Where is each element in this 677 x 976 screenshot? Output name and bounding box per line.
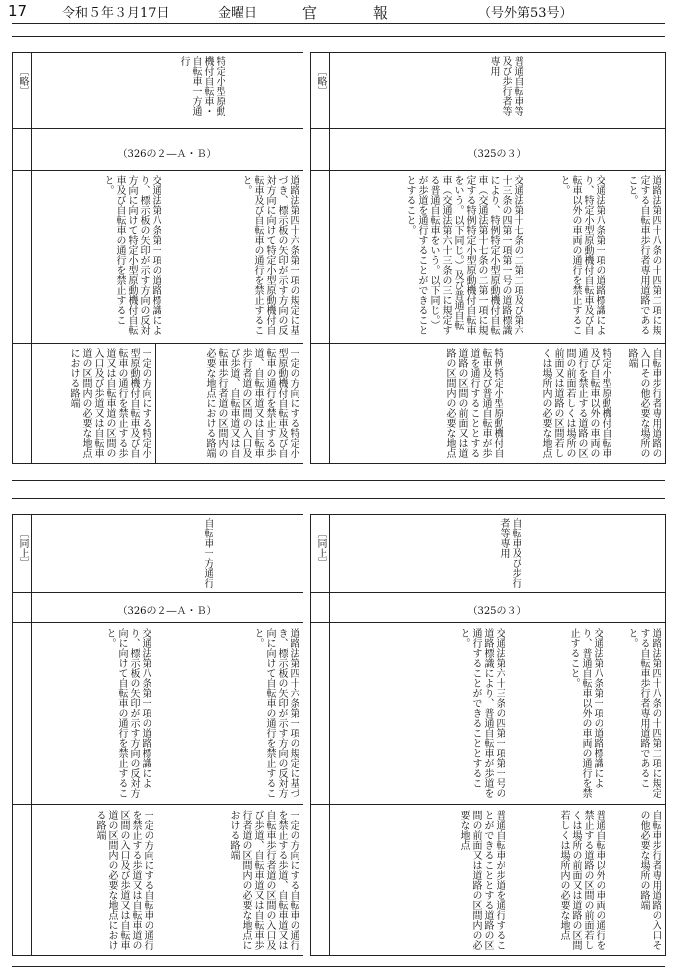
- panel-bottom-left: [12, 514, 303, 956]
- table-block-bottom: [12, 514, 665, 956]
- row-tag: 〔同上〕: [315, 528, 326, 568]
- weekday: 金曜日: [218, 6, 258, 21]
- top-rule: [12, 36, 665, 37]
- sign-code: （326の２―Ａ・Ｂ）: [117, 606, 217, 617]
- issue-date: 令和５年３月17日: [62, 6, 170, 21]
- sign-name: 特定小型原動機付自転車・自転車一方通行: [178, 56, 225, 116]
- bottom-rule: [12, 966, 665, 967]
- legal-desc-3: 交通法第十七条の二第二項及び第六十三条の四第一項第一号の道路標識により、特例特定小型原動機付自転車（交通法第十七条の二第一項に規定する特例特定小型原動機付自転車をいう。以下同じ。）及び普通自転車（交通法第六十三条の三に規定する普通自転車をいう。以下同じ。）が歩道を通行することができることとすること。: [404, 175, 523, 335]
- panel-top-right: [310, 52, 666, 464]
- row-tag: 〔同上〕: [17, 528, 28, 568]
- panel-bottom-right: [310, 514, 666, 956]
- gazette-title-a: 官: [302, 4, 338, 22]
- place-desc-2: 特定小型原動機付自転車及び自転車以外の車両の通行を禁止する道路の区間の前面若しくは場所の前面又は道路の区間若しくは場所内の必要な地点: [540, 348, 611, 458]
- place-desc-2: 普通自転車以外の車両の通行を禁止する道路の区間の前面若しくは場所の前面又は道路の区間若しくは場所内の必要な地点: [558, 810, 605, 950]
- middle-rule-1: [12, 480, 665, 481]
- place-desc-1: 一定の方向にする特定小型原動機付自転車及び自転車の通行を禁止する歩道、自転車道又は自転車歩行者道の区間の入口及び歩道、自転車道又は自転車歩行者道の区間内の必要な地点における路端: [204, 348, 299, 458]
- header-rule: [12, 23, 665, 24]
- legal-desc-1: 道路法第四十八条の十四第二項に規定する自転車歩行者専用道路であること。: [626, 175, 661, 335]
- gazette-title-b: 報: [373, 4, 389, 22]
- row-tag: 〔略〕: [315, 66, 326, 96]
- place-desc-3: 普通自転車が歩道を通行することができることとする道路の区間の前面又は道路の区間内の必要な地点: [458, 810, 505, 950]
- legal-desc-2: 交通法第八条第一項の道路標識により、標示板の矢印が示す方向の反対方向に向けて特定小型原動機付自転車及び自転車の通行を禁止すること。: [102, 175, 161, 335]
- place-desc-1: 自転車歩行者専用道路の入口その他必要な場所の路端: [638, 810, 661, 950]
- legal-desc-3: 交通法第六十三条の四第一項第一号の道路標識により、普通自転車が歩道を通行することができることとすること。: [458, 628, 505, 798]
- place-desc-1: 自転車歩行者専用道路の入口その他必要な場所の路端: [626, 348, 661, 458]
- middle-rule-2: [12, 498, 665, 499]
- legal-desc-2: 交通法第八条第一項の道路標識により、標示板の矢印が示す方向の反対方向に向けて自転車の通行を禁止すること。: [104, 628, 151, 798]
- legal-desc-1: 道路法第四十六条第一項の規定に基づき、標示板の矢印が示す方向の反対方向に向けて特定小型原動機付自転車及び自転車の通行を禁止すること。: [240, 175, 299, 335]
- sign-code: （326の２―Ａ・Ｂ）: [117, 149, 217, 160]
- place-desc-2: 一定の方向にする自転車の通行を禁止する歩道又は自転車道の区間の入口及び歩道又は自転車道の区間内の必要な地点における路端: [94, 810, 153, 950]
- panel-top-left: [12, 52, 303, 464]
- table-block-top: [12, 52, 665, 464]
- legal-desc-1: 道路法第四十八条の十四第二項に規定する自転車歩行者専用道路であること。: [626, 628, 661, 798]
- sign-name: 自転車及び歩行者等専用: [498, 518, 521, 588]
- issue-number: （号外第53号）: [478, 6, 573, 21]
- place-desc-2: 一定の方向にする特定小型原動機付自転車及び自転車の通行を禁止する歩道又は自転車道の区間の入口及び歩道又は自転車道の区間内の必要な地点における路端: [68, 348, 151, 458]
- sign-name: 普通自転車等及び歩行者等専用: [488, 56, 523, 116]
- place-desc-3: 特例特定小型原動機付自転車及び普通自転車が歩道を通行することとする道路の区間の前面又は道路の区間内の必要な地点: [444, 348, 503, 458]
- sign-name: 自転車一方通行: [202, 518, 213, 588]
- legal-desc-1: 道路法第四十六条第一項の規定に基づき、標示板の矢印が示す方向の反対方向に向けて自転車の通行を禁止すること。: [252, 628, 299, 798]
- sign-code: （325の３）: [467, 149, 527, 160]
- legal-desc-2: 交通法第八条第一項の道路標識により、特定小型原動機付自転車及び自転車以外の車両の通行を禁止すること。: [558, 175, 605, 335]
- row-tag: 〔略〕: [17, 66, 28, 96]
- place-desc-1: 一定の方向にする自転車の通行を禁止する歩道、自転車道又は自転車歩行者道の区間の入口及び歩道、自転車道又は自転車歩行者道の区間内の必要な地点における路端: [228, 810, 299, 950]
- legal-desc-2: 交通法第八条第一項の道路標識により、普通自転車以外の車両の通行を禁止すること。: [568, 628, 603, 798]
- sign-code: （325の３）: [467, 606, 527, 617]
- page-header: [0, 0, 677, 22]
- page-number: 17: [8, 2, 28, 20]
